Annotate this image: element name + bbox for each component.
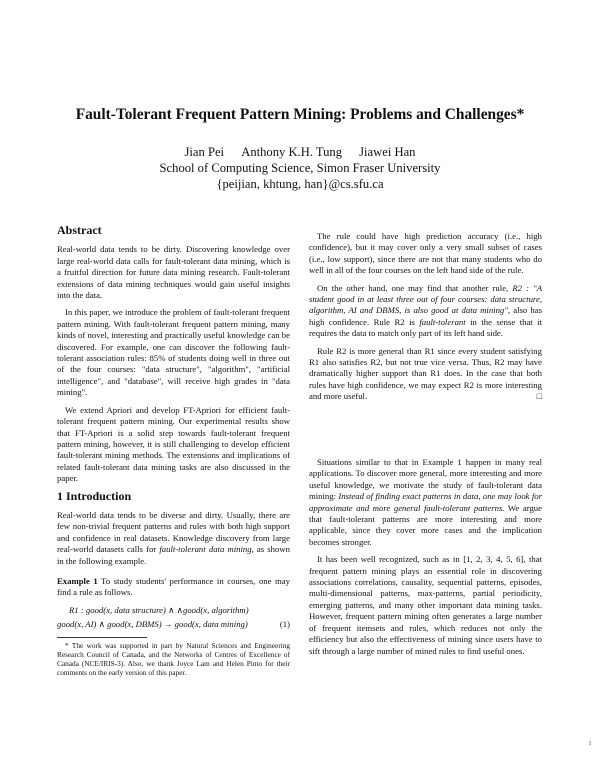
right-column-bottom xyxy=(309,457,542,663)
author-name: Jian Pei xyxy=(184,145,225,159)
text-run: Real-world data tends to be diverse and dirty. Usually, there are few non-trivial frequent patterns and rules with both high support and confidence in real datasets. Knowledge discovery from large real-world datasets calls for xyxy=(57,509,290,555)
introduction-heading: 1 Introduction xyxy=(57,488,132,503)
rule-equation-line xyxy=(57,619,290,630)
footnote-divider xyxy=(57,637,147,638)
abstract-paragraph: In this paper, we introduce the problem of fault-tolerant frequent pattern mining. With fault-tolerant frequent pattern mining, many kinds of novel, interesting and practically useful knowledge can be discovered. For example, one can discover the following fault-tolerant association rules: 85% of students doing well in three out of the four courses: "data structure", "algorithm", "artificial intelligence", and "database", will receive high grades in "data mining". xyxy=(57,307,290,398)
abstract-paragraph: Real-world data tends to be dirty. Discovering knowledge over large real-world data calls for fault-tolerant data mining, which is a fruitful direction for future data mining research. Fault-tolerant extensions of data mining techniques would gain useful insights into the data. xyxy=(57,244,290,301)
author-block xyxy=(40,144,560,192)
body-paragraph xyxy=(309,457,542,548)
author-name: Jiawei Han xyxy=(359,145,416,159)
text-run: Situations similar to that in Example 1 happen in many real applications. To discover more general, more interesting and more useful knowledge, we motivate the study of fault-tolerant data mining: xyxy=(309,457,542,502)
equation-number: (1) xyxy=(279,619,290,630)
footnote: * The work was supported in part by Natural Sciences and Engineering Research Council of Canada, and the Networks of Centres of Excellence of Canada (NCE/IRIS-3). Also, we thank Joyce Lam and Helen Pinto for their comments on the early version of this paper. xyxy=(57,640,290,678)
rule-equation-line: R1 : good(x, data structure) ∧ ∧good(x, algorithm) xyxy=(69,604,249,615)
text-run: , also has high confidence. Rule R2 is xyxy=(309,305,543,327)
body-paragraph: The rule could have high prediction accuracy (i.e., high confidence), but it may cover only a very small subset of cases (i.e., low support), since there are not that many students who do well in all of the four courses on the left hand side of the rule. xyxy=(309,231,542,276)
emphasis-text: fault-tolerant xyxy=(419,316,466,327)
page-number: 1 xyxy=(588,741,592,747)
example-paragraph xyxy=(57,576,290,599)
example-label: Example 1 xyxy=(57,575,98,586)
text-run: We argue that fault-tolerant patterns are more interesting and more applicable, since they cover more cases and the implication becomes stronger. xyxy=(309,502,542,547)
equation-text: good(x, AI) ∧ good(x, DBMS) → good(x, data mining) xyxy=(57,619,248,630)
qed-symbol: □ xyxy=(536,391,542,402)
body-paragraph xyxy=(309,346,542,403)
left-column xyxy=(57,225,290,683)
emphasis-text: fault-tolerant data mining xyxy=(159,544,252,555)
abstract-paragraph: We extend Apriori and develop FT-Apriori for efficient fault-tolerant frequent pattern mining. Our experimental results show that FT-Apriori is a solid step towards fault-tolerant frequent pattern mining, however, it is still challenging to develop efficient fault-tolerant mining methods. The extensions and implications of related fault-tolerant data mining tasks are also discussed in the paper. xyxy=(57,404,290,484)
emphasis-text: R2 : "A student good in at least three out of four courses: data structure, algorithm, AI and DBMS, is also good at data mining" xyxy=(309,282,543,316)
text-run: Rule R2 is more general than R1 since every student satisfying R1 also satisfies R2, but not true vice versa. Thus, R2 may have dramatically higher support than R1 does. In the case that both rules have high confidence, we may expect R2 is more interesting and more useful. xyxy=(309,345,542,402)
body-paragraph: It has been well recognized, such as in [1, 2, 3, 4, 5, 6], that frequent pattern mining plays an essential role in discovering associations correlations, causality, sequential patterns, episodes, multi-dimensional patterns, max-patterns, partial periodicity, emerging patterns, and many other important data mining tasks. However, frequent pattern mining often generates a large number of frequent itemsets and rules, which reduces not only the efficiency but also the effectiveness of mining since users have to sift through a large number of mined rules to find useful ones. xyxy=(309,554,542,656)
text-run: in the sense that it requires the data to match only part of its left hand side. xyxy=(309,316,542,339)
author-name: Anthony K.H. Tung xyxy=(241,145,342,159)
text-run: , as shown in the following example. xyxy=(57,544,290,566)
affiliation: School of Computing Science, Simon Fraser University xyxy=(159,161,441,175)
emphasis-text: Instead of finding exact patterns in data, one may look for approximate and more general fault-tolerant patterns. xyxy=(309,491,542,513)
right-column-top xyxy=(309,231,542,409)
intro-paragraph xyxy=(57,510,290,567)
author-emails: {peijian, khtung, han}@cs.sfu.ca xyxy=(216,177,384,191)
abstract-heading: Abstract xyxy=(57,223,102,237)
body-paragraph xyxy=(309,283,542,340)
paper-title: Fault-Tolerant Frequent Pattern Mining: Problems and Challenges* xyxy=(75,106,525,123)
text-run: On the other hand, one may find that another rule, xyxy=(317,282,513,293)
author-names xyxy=(40,144,560,160)
text-run: To study students' performance in courses, one may find a rule as follows. xyxy=(57,575,290,598)
